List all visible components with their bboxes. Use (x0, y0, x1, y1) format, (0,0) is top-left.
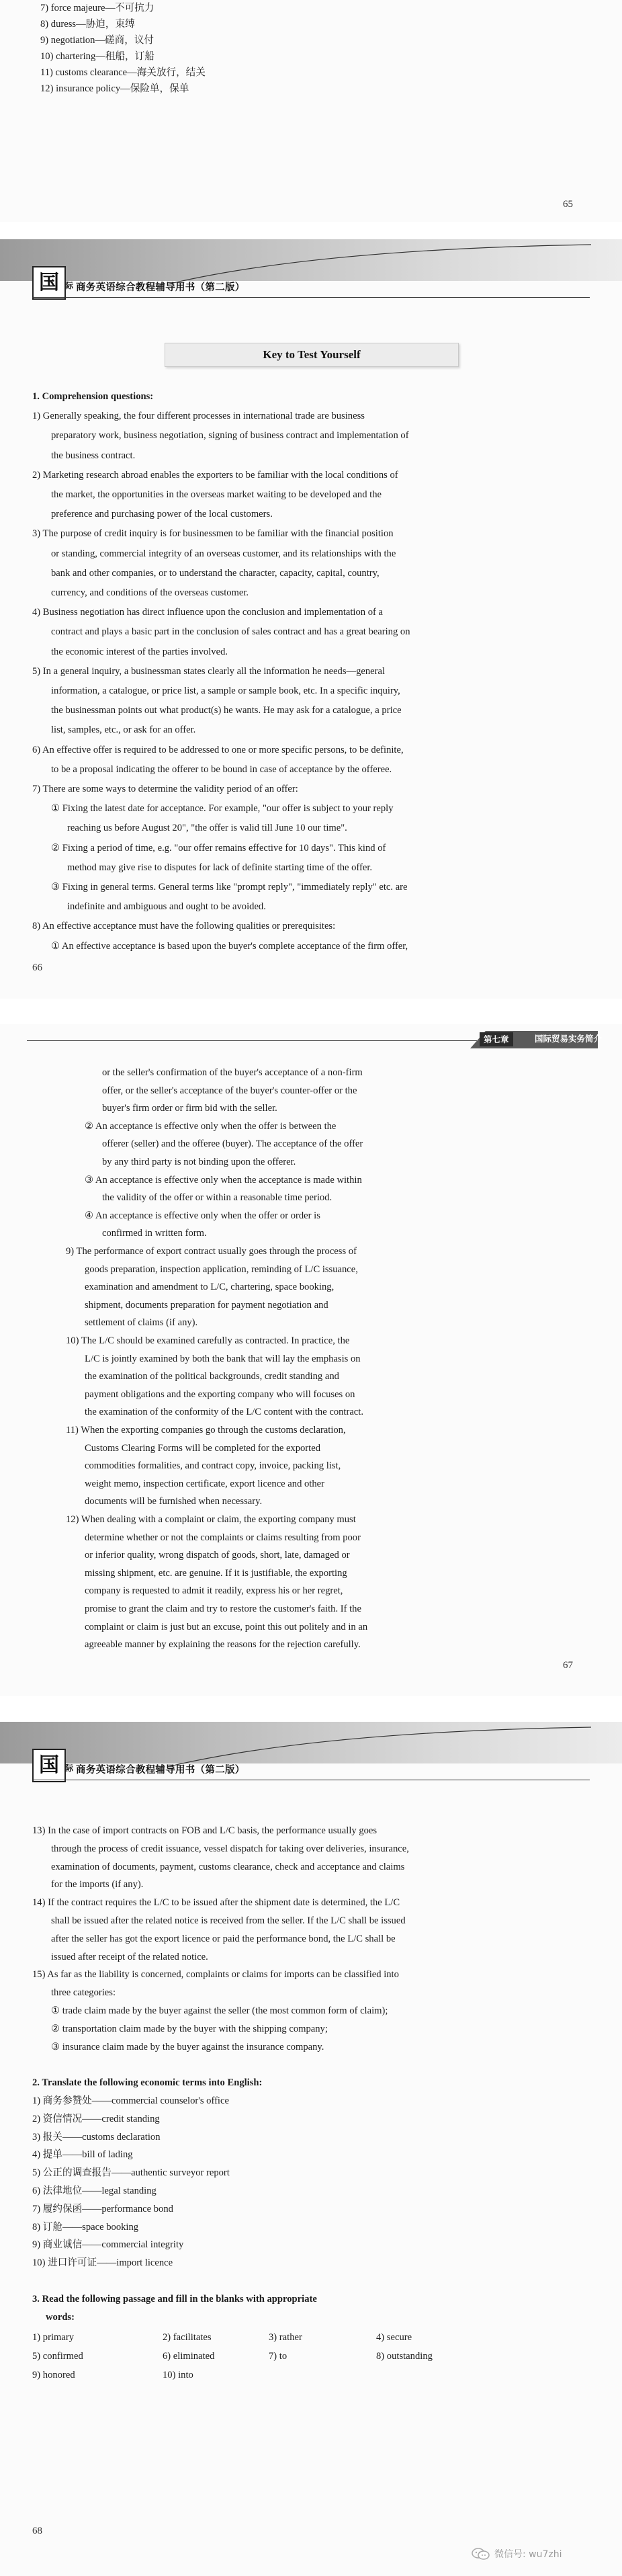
text-line: the validity of the offer or within a reasonable time period. (102, 1192, 332, 1204)
answer-word: 6) eliminated (163, 2351, 215, 2362)
text-line: 3) 报关——customs declaration (32, 2131, 161, 2143)
text-line: after the seller has got the export licence or paid the performance bond, the L/C shall be (51, 1933, 396, 1944)
book-logo: 国 (32, 266, 66, 300)
text-line: contract and plays a basic part in the conclusion of sales contract and has a great bearing on (51, 626, 410, 638)
text-line: examination of documents, payment, customs clearance, check and acceptance and claims (51, 1861, 405, 1872)
text-line: or inferior quality, wrong dispatch of goods, short, late, damaged or (85, 1550, 350, 1561)
text-line: 7) force majeure—不可抗力 (40, 3, 154, 13)
answer-word: 10) into (163, 2370, 193, 2381)
text-line: 10) chartering—租船，订船 (40, 51, 154, 62)
text-line: 7) 履约保函——performance bond (32, 2203, 173, 2214)
section-heading: words: (46, 2311, 75, 2323)
book-title: 商务英语综合教程辅导用书（第二版） (76, 1765, 245, 1776)
text-line: 1) Generally speaking, the four different processes in international trade are business (32, 411, 365, 422)
text-line: 4) Business negotiation has direct influence upon the conclusion and implementation of a (32, 607, 384, 618)
text-line: or standing, commercial integrity of an overseas customer, and its relationships with the (51, 548, 396, 559)
wechat-icon (472, 2547, 490, 2561)
section-heading: 3. Read the following passage and fill in the blanks with appropriate (32, 2293, 317, 2304)
text-line: promise to grant the claim and try to restore the customer's faith. If the (85, 1604, 361, 1614)
text-line: 2) Marketing research abroad enables the exporters to be familiar with the local conditions of (32, 469, 398, 481)
text-line: ③ Fixing in general terms. General terms like "prompt reply", "immediately reply" etc. are (51, 882, 408, 892)
text-line: 9) 商业诚信——commercial integrity (32, 2239, 184, 2251)
text-line: preference and purchasing power of the local customers. (51, 509, 273, 520)
text-line: preparatory work, business negotiation, signing of business contract and implementation of (51, 430, 409, 442)
text-line: or the seller's confirmation of the buyer's acceptance of a non-firm (102, 1067, 363, 1078)
text-line: ③ An acceptance is effective only when the acceptance is made within (85, 1174, 362, 1186)
text-line: missing shipment, etc. are genuine. If it is justifiable, the exporting (85, 1567, 347, 1579)
answer-word: 3) rather (269, 2332, 302, 2343)
text-line: the examination of the conformity of the L/C content with the contract. (85, 1407, 363, 1418)
text-line: ④ An acceptance is effective only when the offer or order is (85, 1210, 320, 1221)
page-number: 67 (563, 1660, 573, 1671)
text-line: documents will be furnished when necessary. (85, 1496, 263, 1507)
header-rule (32, 297, 590, 298)
text-line: the market, the opportunities in the overseas market waiting to be developed and the (51, 489, 382, 500)
text-line: ② An acceptance is effective only when the offer is between the (85, 1120, 337, 1132)
section-heading: 2. Translate the following economic terms into English: (32, 2077, 263, 2089)
text-line: three categories: (51, 1987, 116, 1999)
answer-word: 8) outstanding (376, 2351, 433, 2362)
chapter-rule (27, 1040, 477, 1041)
page-number: 68 (32, 2526, 42, 2536)
text-line: 6) 法律地位——legal standing (32, 2186, 157, 2196)
text-line: 10) The L/C should be examined carefully as contracted. In practice, the (66, 1335, 350, 1346)
text-line: reaching us before August 20", "the offer is valid till June 10 our time". (67, 823, 347, 834)
text-line: indefinite and ambiguous and ought to be avoided. (67, 901, 266, 913)
text-line: 15) As far as the liability is concerned, complaints or claims for imports can be classified into (32, 1969, 399, 1981)
text-line: 6) An effective offer is required to be addressed to one or more specific persons, to be definite, (32, 744, 404, 755)
text-line: issued after receipt of the related notice. (51, 1951, 208, 1962)
text-line: to be a proposal indicating the offerer to be bound in case of acceptance by the offeree. (51, 763, 392, 775)
text-line: agreeable manner by explaining the reasons for the rejection carefully. (85, 1639, 361, 1651)
wechat-watermark (472, 2547, 562, 2561)
text-line: L/C is jointly examined by both the bank that will lay the emphasis on (85, 1353, 361, 1364)
answer-word: 4) secure (376, 2332, 412, 2343)
text-line: offer, or the seller's acceptance of the buyer's counter-offer or the (102, 1085, 357, 1096)
text-line: 13) In the case of import contracts on FOB and L/C basis, the performance usually goes (32, 1825, 377, 1836)
text-line: settlement of claims (if any). (85, 1317, 198, 1329)
text-line: method may give rise to disputes for lack of definite starting time of the offer. (67, 862, 373, 873)
text-line: ③ insurance claim made by the buyer against the insurance company. (51, 2041, 324, 2052)
section-heading: 1. Comprehension questions: (32, 391, 154, 402)
text-line: commodities formalities, and contract copy, invoice, packing list, (85, 1460, 341, 1472)
answer-word: 2) facilitates (163, 2332, 212, 2343)
text-line: 7) There are some ways to determine the validity period of an offer: (32, 784, 298, 794)
chapter-title: 国际贸易实务简介 (535, 1034, 603, 1044)
text-line: 1) 商务参赞处——commercial counselor's office (32, 2095, 229, 2106)
text-line: the businessman points out what product(s) he wants. He may ask for a catalogue, a price (51, 705, 402, 716)
text-line: ① Fixing the latest date for acceptance. For example, "our offer is subject to your reply (51, 803, 394, 815)
answer-word: 1) primary (32, 2332, 75, 2343)
text-line: 11) customs clearance—海关放行，结关 (40, 67, 206, 78)
text-line: 8) duress—胁迫，束缚 (40, 19, 135, 30)
page-68 (0, 1722, 622, 2576)
text-line: offerer (seller) and the offeree (buyer). The acceptance of the offer (102, 1138, 363, 1150)
text-line: bank and other companies, or to understand the character, capacity, capital, country, (51, 567, 380, 579)
book-header (0, 239, 622, 313)
text-line: payment obligations and the exporting company who will focuses on (85, 1388, 355, 1400)
book-header (0, 1722, 622, 1796)
text-line: 12) When dealing with a complaint or claim, the exporting company must (66, 1514, 356, 1525)
text-line: 11) When the exporting companies go through the customs declaration, (66, 1425, 346, 1436)
text-line: 5) In a general inquiry, a businessman states clearly all the information he needs—general (32, 665, 386, 677)
text-line: ② transportation claim made by the buyer with the shipping company; (51, 2023, 328, 2034)
page-65 (0, 0, 622, 222)
text-line: 12) insurance policy—保险单，保单 (40, 83, 189, 94)
text-line: list, samples, etc., or ask for an offer. (51, 724, 196, 736)
text-line: 5) 公正的调查报告——authentic surveyor report (32, 2167, 230, 2179)
header-swoosh (121, 1726, 591, 1766)
book-title: 商务英语综合教程辅导用书（第二版） (76, 282, 245, 293)
text-line: company is requested to admit it readily, express his or her regret, (85, 1585, 343, 1597)
text-line: ② Fixing a period of time, e.g. "our offer remains effective for 10 days". This kind of (51, 842, 386, 854)
text-line: goods preparation, inspection application, reminding of L/C issuance, (85, 1263, 358, 1275)
text-line: complaint or claim is just but an excuse, point this out politely and in an (85, 1621, 368, 1632)
text-line: buyer's firm order or firm bid with the seller. (102, 1103, 277, 1114)
text-line: ① trade claim made by the buyer against the seller (the most common form of claim); (51, 2005, 388, 2016)
chapter-number: 第七章 (480, 1032, 513, 1046)
text-line: determine whether or not the complaints or claims resulting from poor (85, 1532, 361, 1543)
text-line: 8) An effective acceptance must have the following qualities or prerequisites: (32, 921, 336, 932)
text-line: weight memo, inspection certificate, export licence and other (85, 1478, 324, 1489)
text-line: Customs Clearing Forms will be completed for the exported (85, 1442, 320, 1454)
text-line: confirmed in written form. (102, 1228, 207, 1239)
book-logo-suffix: 际 (65, 1763, 74, 1773)
text-line: currency, and conditions of the overseas customer. (51, 587, 249, 598)
text-line: through the process of credit issuance, vessel dispatch for taking over deliveries, insurance, (51, 1843, 409, 1854)
book-logo: 国 (32, 1749, 66, 1782)
text-line: 2) 资信情况——credit standing (32, 2113, 160, 2124)
text-line: shipment, documents preparation for payment negotiation and (85, 1299, 328, 1311)
text-line: shall be issued after the related notice is received from the seller. If the L/C shall be issued (51, 1915, 406, 1926)
text-line: information, a catalogue, or price list, a sample or sample book, etc. In a specific inquiry, (51, 685, 400, 696)
text-line: the economic interest of the parties involved. (51, 646, 228, 657)
page-number: 66 (32, 962, 42, 973)
header-swoosh (121, 243, 591, 284)
text-line: 9) The performance of export contract usually goes through the process of (66, 1246, 357, 1257)
text-line: 14) If the contract requires the L/C to be issued after the shipment date is determined, the L/C (32, 1897, 400, 1909)
text-line: by any third party is not binding upon the offerer. (102, 1157, 296, 1167)
text-line: 10) 进口许可证——import licence (32, 2257, 173, 2269)
section-title: Key to Test Yourself (165, 343, 459, 367)
text-line: 9) negotiation—磋商，议付 (40, 35, 154, 46)
text-line: the examination of the political backgrounds, credit standing and (85, 1371, 339, 1382)
text-line: 3) The purpose of credit inquiry is for businessmen to be familiar with the financial position (32, 528, 394, 540)
text-line: ① An effective acceptance is based upon the buyer's complete acceptance of the firm offer, (51, 940, 408, 952)
answer-word: 7) to (269, 2351, 287, 2362)
page-number: 65 (563, 199, 573, 210)
answer-word: 5) confirmed (32, 2351, 83, 2362)
book-logo-suffix: 际 (65, 281, 74, 290)
text-line: 8) 订舱——space booking (32, 2221, 139, 2233)
text-line: the business contract. (51, 450, 136, 461)
page-66 (0, 239, 622, 999)
text-line: for the imports (if any). (51, 1879, 144, 1891)
page-67 (0, 1024, 622, 1696)
watermark-text: 微信号: wu7zhi (494, 2549, 562, 2560)
text-line: examination and amendment to L/C, chartering, space booking, (85, 1282, 335, 1293)
answer-word: 9) honored (32, 2370, 75, 2381)
text-line: 4) 提单——bill of lading (32, 2149, 133, 2161)
